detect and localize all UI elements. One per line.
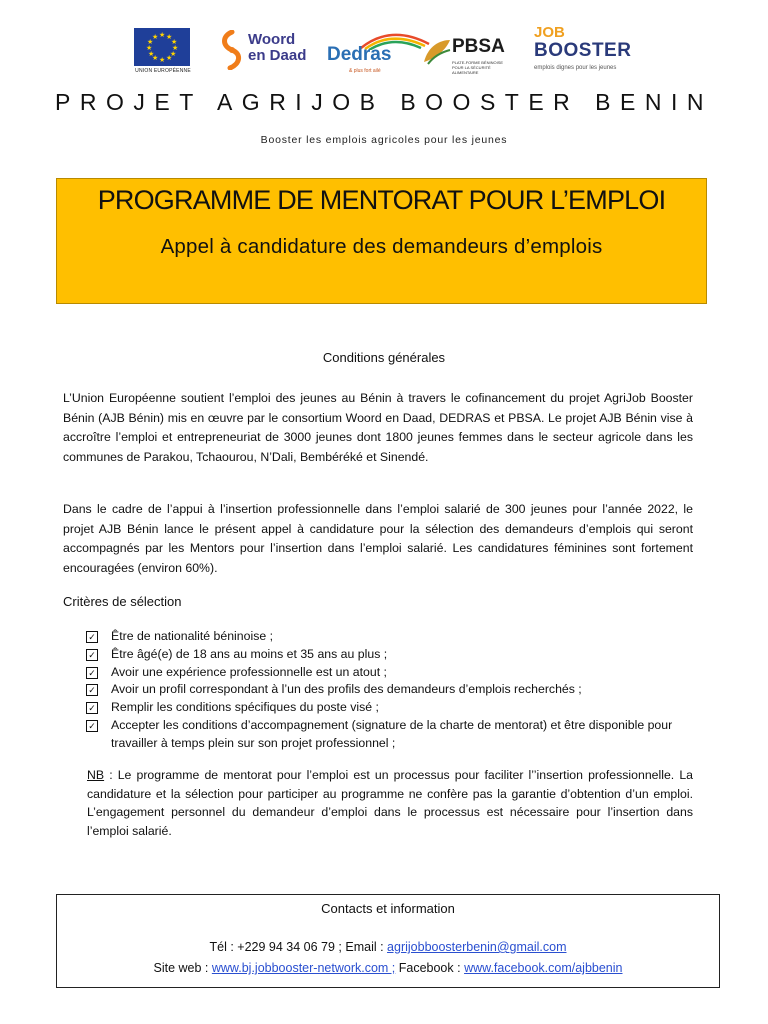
criteria-text: Remplir les conditions spécifiques du poste visé ;: [111, 700, 379, 715]
project-tagline: Booster les emplois agricoles pour les jeunes: [260, 134, 508, 146]
section-title: Conditions générales: [322, 350, 446, 365]
project-title: PROJET AGRIJOB BOOSTER BENIN: [55, 89, 713, 115]
dedras-label: Dedras: [327, 44, 392, 65]
dedras-tagline: & plus fort ailé: [349, 68, 381, 74]
woord-en-daad-symbol-icon: [218, 30, 246, 70]
checked-box-icon: ✓: [86, 684, 98, 696]
jobbooster-bottom-label: BOOSTER: [534, 40, 632, 61]
pbsa-logo: [422, 32, 512, 76]
criteria-title: Critères de sélection: [63, 594, 182, 609]
facebook-prefix: Facebook :: [395, 961, 465, 975]
criteria-text: Être âgé(e) de 18 ans au moins et 35 ans au plus ;: [111, 646, 388, 661]
nb-note: [87, 766, 693, 841]
pbsa-leaf-icon: [422, 36, 452, 66]
pbsa-tagline: PLATE-FORME BÉNINOISE POUR LA SÉCURITÉ ALIMENTAIRE: [452, 60, 504, 75]
banner-subtitle: Appel à candidature des demandeurs d’emplois: [160, 235, 603, 258]
criteria-item: [86, 646, 696, 664]
criteria-text: Être de nationalité béninoise ;: [111, 629, 274, 643]
eu-logo: [134, 28, 192, 74]
nb-label: NB: [87, 768, 105, 782]
criteria-item: [86, 681, 696, 699]
paragraph-intro: L’Union Européenne soutient l’emploi des jeunes au Bénin à travers le cofinancement du projet AgriJob Booster Bénin (AJB Bénin) mis en œuvre par le consortium Woord en Daad, DEDRAS et PBSA. Le projet AJB Bénin vise à accroître l’emploi et entrepreneuriat de 3000 jeunes dont 1800 jeunes femmes dans le secteur agricole dans les communes de Parakou, Tchaourou, N’Dali, Bembéréké et Sinendé.: [63, 391, 693, 465]
en-daad-label: en Daad: [248, 47, 307, 64]
dedras-logo: [327, 34, 413, 74]
criteria-list: [86, 628, 696, 753]
jobbooster-tagline: emplois dignes pour les jeunes: [534, 65, 617, 71]
contact-title: Contacts et information: [321, 901, 455, 916]
email-link[interactable]: agrijobboosterbenin@gmail.com: [387, 940, 567, 954]
criteria-item: [86, 699, 696, 717]
contact-web: [57, 961, 719, 975]
contact-phone-email: [57, 940, 719, 954]
woord-en-daad-logo: [218, 30, 312, 70]
nb-text: : Le programme de mentorat pour l’emploi est un processus pour faciliter l’’insertion professionnelle. La candidature et la sélection pour participer au programme ne confère pas la garantie d’obtention d’un emploi. L’engagement personnel du demandeur d’emploi dans le processus est nécessaire pour l’insertion dans l’emploi salarié.: [87, 768, 693, 839]
web-prefix: Site web :: [153, 961, 212, 975]
banner-title: PROGRAMME DE MENTORAT POUR L’EMPLOI: [97, 185, 666, 215]
paragraph-context: Dans le cadre de l’appui à l’insertion professionnelle dans l’emploi salarié de 300 jeunes pour l’année 2022, le projet AJB Bénin lance le présent appel à candidature pour la sélection des demandeurs d’emplois qui seront accompagnés par les Mentors pour l’insertion dans l’emploi salarié. Les candidatures féminines sont fortement encouragées (environ 60%).: [63, 502, 693, 576]
phone-text: Tél : +229 94 34 06 79 ; Email :: [209, 940, 388, 954]
checked-box-icon: ✓: [86, 720, 98, 732]
woord-label: Woord: [248, 31, 296, 48]
facebook-link[interactable]: www.facebook.com/ajbbenin: [464, 961, 623, 975]
partner-logos: [130, 26, 630, 82]
website-link[interactable]: www.bj.jobbooster-network.com ;: [211, 961, 396, 975]
eu-caption: UNION EUROPÉENNE: [135, 68, 191, 74]
checked-box-icon: ✓: [86, 702, 98, 714]
criteria-item: [86, 628, 696, 646]
checked-box-icon: ✓: [86, 667, 98, 679]
criteria-item: [86, 664, 696, 682]
program-banner: [56, 178, 707, 304]
criteria-item: [86, 717, 696, 753]
checked-box-icon: ✓: [86, 631, 98, 643]
jobbooster-logo: [530, 26, 634, 78]
checked-box-icon: ✓: [86, 649, 98, 661]
eu-flag-icon: ★ ★ ★ ★ ★ ★ ★ ★ ★ ★ ★ ★: [134, 28, 190, 66]
pbsa-label: PBSA: [452, 36, 505, 57]
criteria-text: Avoir un profil correspondant à l’un des profils des demandeurs d’emplois recherchés ;: [111, 682, 582, 697]
contact-box: [56, 894, 720, 988]
criteria-text: Accepter les conditions d’accompagnement (signature de la charte de mentorat) et être disponible pour travailler à temps plein sur son projet professionnel ;: [111, 717, 673, 750]
jobbooster-top-label: JOB: [534, 24, 565, 41]
criteria-text: Avoir une expérience professionnelle est un atout ;: [111, 664, 387, 679]
